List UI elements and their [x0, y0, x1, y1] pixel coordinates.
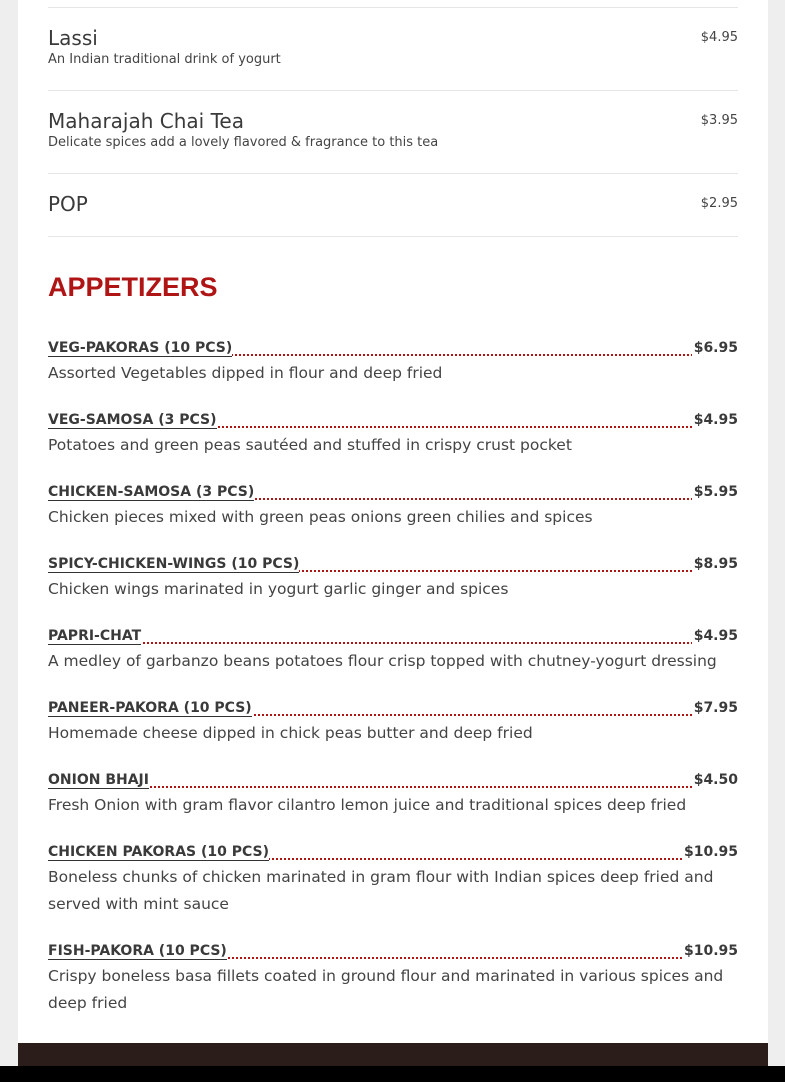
menu-item-description: Chicken pieces mixed with green peas onions green chilies and spices	[48, 508, 593, 526]
dot-leader	[193, 426, 700, 428]
menu-item-name[interactable]: ONION BHAJI	[48, 772, 149, 788]
dot-leader	[228, 498, 700, 500]
menu-item-description: Potatoes and green peas sautéed and stuffed in crispy crust pocket	[48, 436, 572, 454]
menu-item-name[interactable]: VEG-PAKORAS (10 PCS)	[48, 340, 233, 356]
menu-item-price: $4.50	[693, 772, 738, 788]
menu-item-price: $6.95	[693, 340, 738, 356]
drink-price: $2.95	[700, 196, 738, 211]
section-title-appetizers: APPETIZERS	[48, 272, 218, 302]
divider	[48, 173, 738, 174]
drink-name: Maharajah Chai Tea	[48, 109, 244, 133]
drink-description: An Indian traditional drink of yogurt	[48, 52, 281, 67]
menu-item-price: $10.95	[683, 943, 738, 959]
menu-item-name[interactable]: PANEER-PAKORA (10 PCS)	[48, 700, 252, 716]
menu-item-header	[48, 941, 738, 963]
menu-item-header	[48, 698, 738, 720]
divider	[48, 236, 738, 237]
menu-item-description: Chicken wings marinated in yogurt garlic ginger and spices	[48, 580, 509, 598]
menu-item-name[interactable]: SPICY-CHICKEN-WINGS (10 PCS)	[48, 556, 300, 572]
dot-leader	[233, 714, 700, 716]
drink-price: $3.95	[700, 113, 738, 128]
menu-item-description: A medley of garbanzo beans potatoes flour crisp topped with chutney-yogurt dressing	[48, 652, 717, 670]
drink-description: Delicate spices add a lovely flavored & fragrance to this tea	[48, 135, 439, 150]
menu-item-price: $7.95	[693, 700, 738, 716]
menu-item-header	[48, 770, 738, 792]
menu-item-description: Fresh Onion with gram flavor cilantro lemon juice and traditional spices deep fried	[48, 796, 687, 814]
dot-leader	[248, 858, 690, 860]
dot-leader	[141, 786, 700, 788]
menu-item-description: Crispy boneless basa fillets coated in ground flour and marinated in various spices and deep fried	[48, 967, 724, 1012]
menu-item-header	[48, 626, 738, 648]
menu-item-name[interactable]: PAPRI-CHAT	[48, 628, 142, 644]
menu-item-description: Homemade cheese dipped in chick peas butter and deep fried	[48, 724, 533, 742]
menu-item-header	[48, 482, 738, 504]
menu-item-header	[48, 842, 738, 864]
menu-item-name[interactable]: VEG-SAMOSA (3 PCS)	[48, 412, 217, 428]
drink-name: Lassi	[48, 26, 98, 50]
drink-price: $4.95	[700, 30, 738, 45]
menu-item-header	[48, 410, 738, 432]
menu-item-price: $8.95	[693, 556, 738, 572]
drink-name: POP	[48, 192, 88, 216]
menu-item-name[interactable]: FISH-PAKORA (10 PCS)	[48, 943, 227, 959]
dot-leader	[208, 354, 700, 356]
menu-item-price: $10.95	[683, 844, 738, 860]
menu-item-price: $4.95	[693, 628, 738, 644]
menu-item-description: Boneless chunks of chicken marinated in gram flour with Indian spices deep fried and served with mint sauce	[48, 868, 714, 913]
dot-leader	[208, 957, 690, 959]
menu-item-name[interactable]: CHICKEN-SAMOSA (3 PCS)	[48, 484, 255, 500]
divider	[48, 7, 738, 8]
menu-item-description: Assorted Vegetables dipped in flour and deep fried	[48, 364, 443, 382]
divider	[48, 90, 738, 91]
menu-item-name[interactable]: CHICKEN PAKORAS (10 PCS)	[48, 844, 270, 860]
dot-leader	[273, 570, 700, 572]
menu-item-price: $4.95	[693, 412, 738, 428]
menu-item-header	[48, 554, 738, 576]
menu-item-header	[48, 338, 738, 360]
dot-leader	[136, 642, 700, 644]
bottom-bar	[0, 1066, 785, 1082]
menu-item-price: $5.95	[693, 484, 738, 500]
menu-page	[18, 0, 768, 1043]
